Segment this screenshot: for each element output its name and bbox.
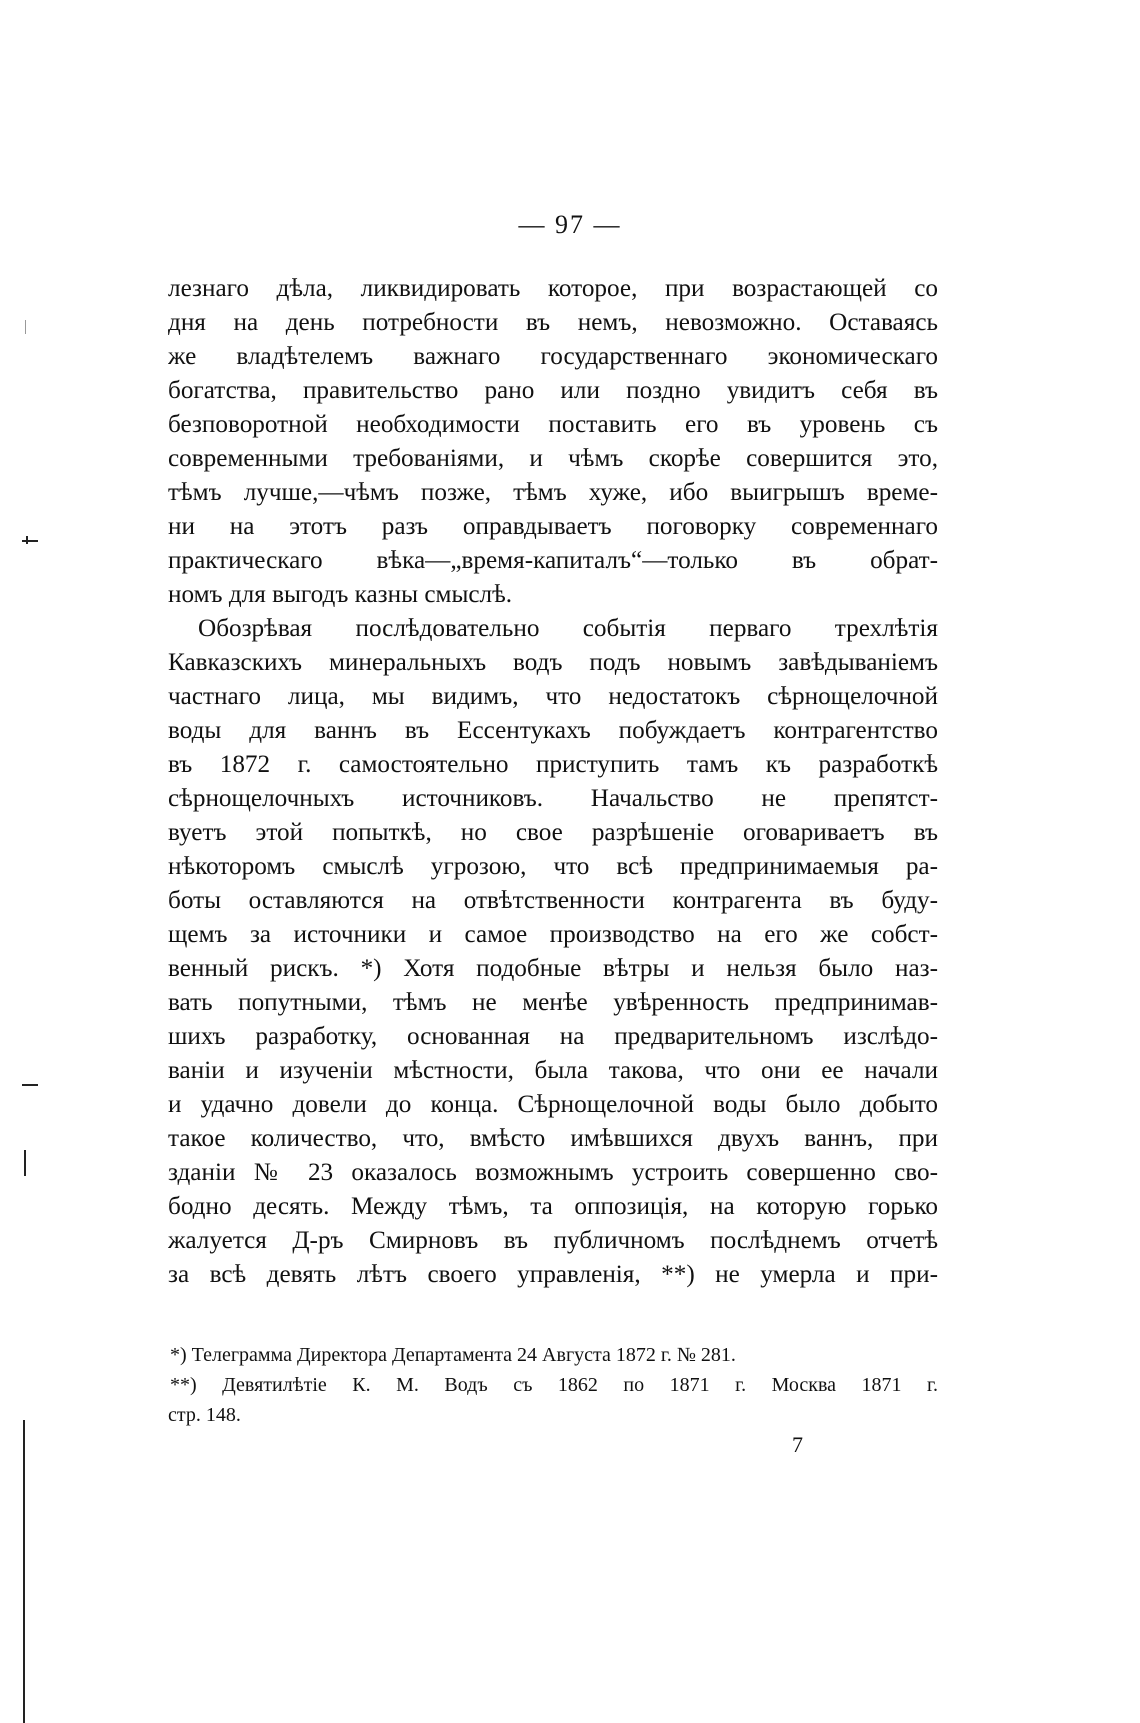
text-line: частнаго лица, мы видимъ, что недостатокъ сѣрнощелочной [168, 683, 938, 710]
text-line: же владѣтелемъ важнаго государственнаго экономическаго [168, 343, 938, 370]
text-line: вуетъ этой попыткѣ, но свое разрѣшеніе оговариваетъ въ [168, 819, 938, 846]
text-line: безповоротной необходимости поставить его въ уровень съ [168, 411, 938, 438]
text-line: нѣкоторомъ смыслѣ угрозою, что всѣ предпринимаемыя ра- [168, 853, 938, 880]
text-line: бодно десять. Между тѣмъ, та оппозиція, на которую горько [168, 1193, 938, 1220]
text-line: жалуется Д-ръ Смирновъ въ публичномъ послѣднемъ отчетѣ [168, 1227, 938, 1254]
text-line: богатства, правительство рано или поздно увидитъ себя въ [168, 377, 938, 404]
page-number: — 97 — [518, 210, 622, 239]
text-line: щемъ за источники и самое производство на его же собст- [168, 921, 938, 948]
scan-mark [26, 536, 28, 544]
text-line: тѣмъ лучше,—чѣмъ позже, тѣмъ хуже, ибо выигрышъ време- [168, 479, 938, 506]
footnote-line: стр. 148. [168, 1404, 241, 1426]
text-line: вать попутными, тѣмъ не менѣе увѣренность предпринимав- [168, 989, 938, 1016]
text-line: ни на этотъ разъ оправдываетъ поговорку современнаго [168, 513, 938, 540]
text-line: боты оставляются на отвѣтственности контрагента въ буду- [168, 887, 938, 914]
text-line: въ 1872 г. самостоятельно приступить тамъ къ разработкѣ [168, 751, 938, 778]
scan-mark [25, 320, 26, 334]
scan-mark [22, 1084, 38, 1086]
scan-mark [24, 1150, 26, 1176]
scan-mark [22, 540, 38, 542]
footnotes [168, 1340, 938, 1430]
text-line: лезнаго дѣла, ликвидировать которое, при возрастающей со [168, 275, 938, 302]
text-line: зданіи № 23 оказалось возможнымъ устроить совершенно сво- [168, 1159, 938, 1186]
text-line: практическаго вѣка—„время-капиталъ“—только въ обрат- [168, 547, 938, 574]
text-line: Обозрѣвая послѣдовательно событія перваго трехлѣтія [198, 615, 938, 642]
text-line: воды для ваннъ въ Ессентукахъ побуждаетъ контрагентство [168, 717, 938, 744]
text-line: венный рискъ. *) Хотя подобные вѣтры и нельзя было наз- [168, 955, 938, 982]
text-line: за всѣ девять лѣтъ своего управленія, **) не умерла и при- [168, 1261, 938, 1288]
body-text [168, 272, 938, 1292]
text-line: Кавказскихъ минеральныхъ водъ подъ новымъ завѣдываніемъ [168, 649, 938, 676]
text-line: такое количество, что, вмѣсто имѣвшихся двухъ ваннъ, при [168, 1125, 938, 1152]
text-line: дня на день потребности въ немъ, невозможно. Оставаясь [168, 309, 938, 336]
scan-edge-line [23, 1420, 25, 1723]
text-line: и удачно довели до конца. Сѣрнощелочной воды было добыто [168, 1091, 938, 1118]
footnote-line: *) Телеграмма Директора Департамента 24 Августа 1872 г. № 281. [170, 1344, 736, 1366]
signature-mark: 7 [792, 1432, 803, 1457]
text-line: ваніи и изученіи мѣстности, была такова, что они ее начали [168, 1057, 938, 1084]
text-line: современными требованіями, и чѣмъ скорѣе совершится это, [168, 445, 938, 472]
text-line: шихъ разработку, основанная на предварительномъ изслѣдо- [168, 1023, 938, 1050]
footnote-line: **) Девятилѣтіе К. М. Водъ съ 1862 по 1871 г. Москва 1871 г. [170, 1374, 938, 1396]
text-line: сѣрнощелочныхъ источниковъ. Начальство не препятст- [168, 785, 938, 812]
text-line: номъ для выгодъ казны смыслѣ. [168, 581, 513, 608]
